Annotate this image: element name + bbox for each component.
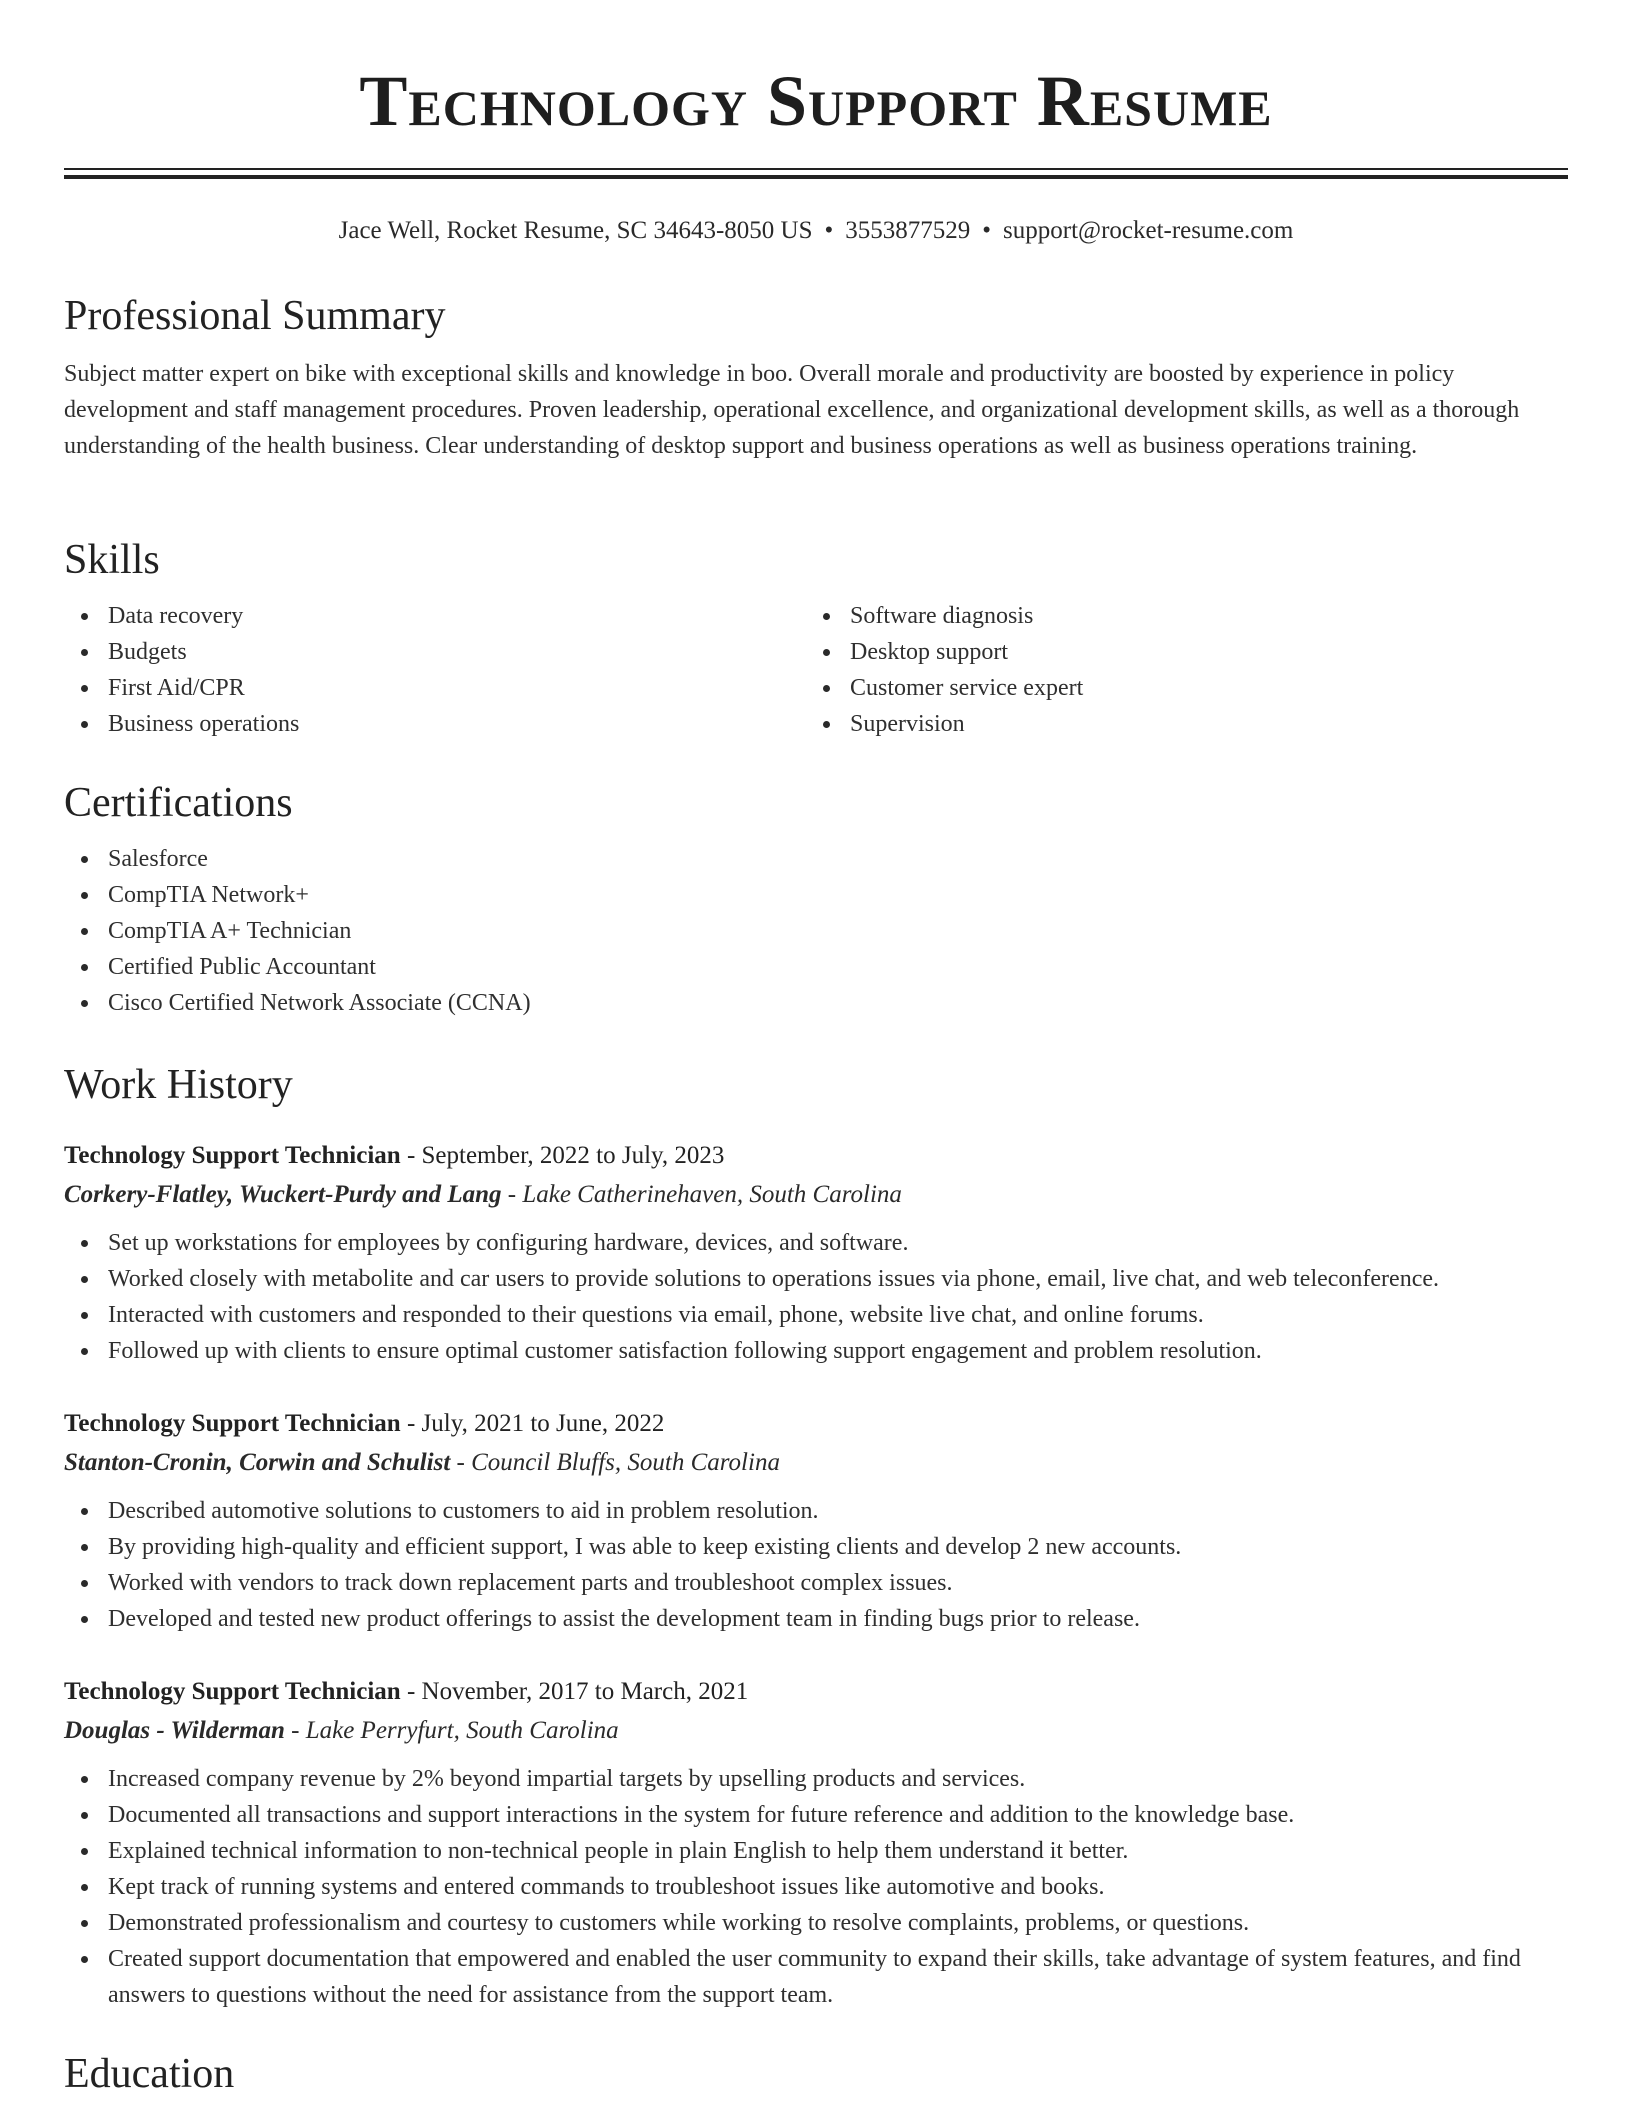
- employer-line: [64, 1443, 1568, 1483]
- skills-heading: Skills: [64, 537, 160, 583]
- job-bullet: Set up workstations for employees by configuring hardware, devices, and software.: [64, 1225, 1568, 1261]
- certification-item: Cisco Certified Network Associate (CCNA): [64, 985, 1568, 1021]
- certifications-heading: Certifications: [64, 780, 293, 826]
- work-history-heading: Work History: [64, 1062, 293, 1108]
- job-separator: -: [501, 1181, 523, 1208]
- job-separator: -: [400, 1678, 422, 1705]
- job-bullet: Explained technical information to non-technical people in plain English to help them understand it better.: [64, 1833, 1568, 1869]
- work-history-section: [64, 1059, 1568, 1111]
- job-dates: September, 2022 to July, 2023: [421, 1142, 725, 1169]
- certification-item: CompTIA A+ Technician: [64, 913, 1568, 949]
- job-bullets: [64, 1493, 1568, 1637]
- skill-item: Software diagnosis: [806, 598, 1548, 634]
- job-title-line: [64, 1673, 1568, 1711]
- job-company: Corkery-Flatley, Wuckert-Purdy and Lang: [64, 1181, 502, 1208]
- skills-list-left: [64, 598, 806, 742]
- skill-item: Data recovery: [64, 598, 806, 634]
- education-section: [64, 2048, 1568, 2100]
- job-entry: [64, 1405, 1568, 1637]
- skill-item: First Aid/CPR: [64, 670, 806, 706]
- education-heading: Education: [64, 2051, 235, 2097]
- certifications-list: [64, 841, 1568, 1021]
- job-bullet: Interacted with customers and responded to their questions via email, phone, website live chat, and online forums.: [64, 1297, 1568, 1333]
- employer-line: [64, 1175, 1568, 1215]
- job-title-line: [64, 1137, 1568, 1175]
- job-title: Technology Support Technician: [64, 1410, 401, 1437]
- contact-separator: •: [982, 217, 992, 244]
- job-location: Lake Catherinehaven, South Carolina: [522, 1181, 902, 1208]
- skills-list-right: [806, 598, 1548, 742]
- job-location: Lake Perryfurt, South Carolina: [305, 1717, 619, 1744]
- job-entry: [64, 1673, 1568, 2013]
- contact-email: support@rocket-resume.com: [1003, 217, 1294, 244]
- skills-section: [64, 534, 1568, 742]
- skill-item: Business operations: [64, 706, 806, 742]
- skill-item: Budgets: [64, 634, 806, 670]
- job-bullet: Developed and tested new product offerings to assist the development team in finding bugs prior to release.: [64, 1601, 1568, 1637]
- job-separator: -: [400, 1410, 422, 1437]
- job-separator: -: [400, 1142, 422, 1169]
- job-bullets: [64, 1225, 1568, 1369]
- job-title-line: [64, 1405, 1568, 1443]
- job-bullet: By providing high-quality and efficient support, I was able to keep existing clients and develop 2 new accounts.: [64, 1529, 1568, 1565]
- skill-item: Customer service expert: [806, 670, 1548, 706]
- job-title: Technology Support Technician: [64, 1678, 401, 1705]
- contact-phone: 3553877529: [845, 217, 971, 244]
- summary-section: [64, 290, 1568, 464]
- title-divider-thick: [64, 175, 1568, 179]
- job-bullet: Documented all transactions and support interactions in the system for future reference and addition to the knowledge base.: [64, 1797, 1568, 1833]
- job-bullet: Created support documentation that empowered and enabled the user community to expand their skills, take advantage of system features, and find answers to questions without the need for assistance from the support team.: [64, 1941, 1568, 2013]
- job-bullets: [64, 1761, 1568, 2013]
- summary-heading: Professional Summary: [64, 293, 446, 339]
- contact-address: Jace Well, Rocket Resume, SC 34643-8050 US: [338, 217, 813, 244]
- job-bullet: Described automotive solutions to customers to aid in problem resolution.: [64, 1493, 1568, 1529]
- title-divider-thin: [64, 168, 1568, 170]
- employer-line: [64, 1711, 1568, 1751]
- certification-item: Certified Public Accountant: [64, 949, 1568, 985]
- certification-item: CompTIA Network+: [64, 877, 1568, 913]
- job-dates: July, 2021 to June, 2022: [421, 1410, 665, 1437]
- certifications-section: [64, 777, 1568, 1021]
- job-entry: [64, 1137, 1568, 1369]
- job-location: Council Bluffs, South Carolina: [471, 1449, 780, 1476]
- job-separator: -: [284, 1717, 306, 1744]
- skill-item: Desktop support: [806, 634, 1548, 670]
- certification-item: Salesforce: [64, 841, 1568, 877]
- job-dates: November, 2017 to March, 2021: [421, 1678, 749, 1705]
- summary-text: Subject matter expert on bike with exceptional skills and knowledge in boo. Overall morale and productivity are boosted by experience in policy development and staff management procedures. Proven leadership, operational excellence, and organizational development skills, as well as a thorough understanding of the health business. Clear understanding of desktop support and business operations as well as business operations training.: [64, 361, 1520, 459]
- job-title: Technology Support Technician: [64, 1142, 401, 1169]
- job-bullet: Kept track of running systems and entered commands to troubleshoot issues like automotive and books.: [64, 1869, 1568, 1905]
- skills-grid: [64, 598, 1568, 742]
- job-separator: -: [450, 1449, 472, 1476]
- contact-separator: •: [824, 217, 834, 244]
- job-bullet: Demonstrated professionalism and courtesy to customers while working to resolve complaints, problems, or questions.: [64, 1905, 1568, 1941]
- contact-line: [64, 214, 1568, 248]
- job-company: Douglas - Wilderman: [64, 1717, 285, 1744]
- page-title: Technology Support Resume: [359, 61, 1273, 141]
- job-bullet: Worked with vendors to track down replacement parts and troubleshoot complex issues.: [64, 1565, 1568, 1601]
- job-bullet: Followed up with clients to ensure optimal customer satisfaction following support engagement and problem resolution.: [64, 1333, 1568, 1369]
- job-bullet: Increased company revenue by 2% beyond impartial targets by upselling products and services.: [64, 1761, 1568, 1797]
- skill-item: Supervision: [806, 706, 1548, 742]
- job-bullet: Worked closely with metabolite and car users to provide solutions to operations issues via phone, email, live chat, and web teleconference.: [64, 1261, 1568, 1297]
- job-company: Stanton-Cronin, Corwin and Schulist: [64, 1449, 451, 1476]
